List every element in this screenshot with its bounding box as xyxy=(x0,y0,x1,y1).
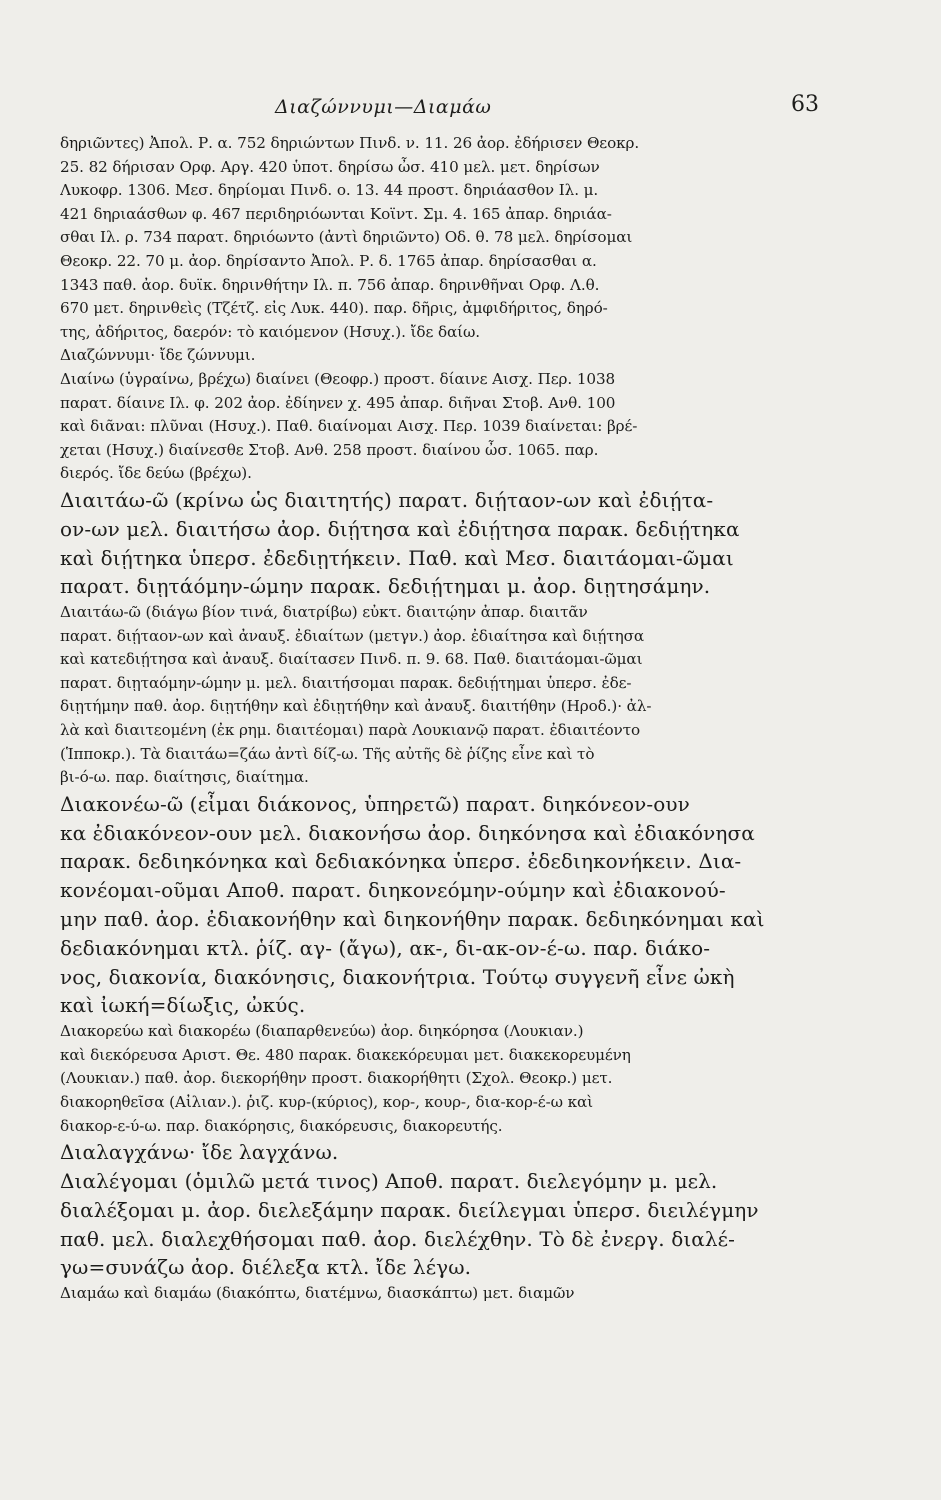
entry-line: ον-ων μελ. διαιτήσω ἀορ. διῄτησα καὶ ἐδιῄτησα παρακ. δεδιῄτηκα xyxy=(60,516,740,541)
entry-line: της, ἀδήριτος, δαερόν: τὸ καιόμενον (Ησυχ.). ἴδε δαίω. xyxy=(60,322,481,341)
entry-line: Διαλέγομαι (ὁμιλῶ μετά τινος) Αποθ. παρατ. διελεγόμην μ. μελ. xyxy=(60,1168,718,1193)
entry-line: βι-ό-ω. παρ. διαίτησις, διαίτημα. xyxy=(60,768,309,787)
entry-line: Διακορεύω καὶ διακορέω (διαπαρθενεύω) ἀορ. διηκόρησα (Λουκιαν.) xyxy=(60,1022,584,1041)
entry-line: Διαζώννυμι· ἴδε ζώννυμι. xyxy=(60,346,256,365)
entry-line: Διαιτάω-ῶ (κρίνω ὡς διαιτητής) παρατ. διῄταον-ων καὶ ἐδιῄτα- xyxy=(60,487,714,512)
entry-line: (Λουκιαν.) παθ. ἀορ. διεκορήθην προστ. διακορήθητι (Σχολ. Θεοκρ.) μετ. xyxy=(60,1069,613,1088)
entry-line: καὶ ἰωκή=δίωξις, ὠκύς. xyxy=(60,993,306,1018)
page-number: 63 xyxy=(791,92,819,117)
entry-line: καὶ κατεδιῄτησα καὶ ἀναυξ. διαίτασεν Πινδ. π. 9. 68. Παθ. διαιτάομαι-ῶμαι xyxy=(60,650,643,669)
entry-line: παθ. μελ. διαλεχθήσομαι παθ. ἀορ. διελέχθην. Τὸ δὲ ἐνεργ. διαλέ- xyxy=(60,1226,735,1251)
entry-line: μην παθ. ἀορ. ἐδιακονήθην καὶ διηκονήθην παρακ. δεδιηκόνημαι καὶ xyxy=(60,907,765,932)
entry-line: Διαλαγχάνω· ἴδε λαγχάνω. xyxy=(60,1140,339,1165)
entry-line: λὰ καὶ διαιτεομένη (ἐκ ρημ. διαιτέομαι) παρὰ Λουκιανῷ παρατ. ἐδιαιτέοντο xyxy=(60,721,641,740)
entry-line: διερός. ἴδε δεύω (βρέχω). xyxy=(60,464,252,483)
entry-line: Διαίνω (ὑγραίνω, βρέχω) διαίνει (Θεοφρ.) προστ. δίαινε Αισχ. Περ. 1038 xyxy=(60,369,616,388)
entry-diaitao-1 xyxy=(60,486,791,601)
entry-line: Λυκοφρ. 1306. Μεσ. δηρίομαι Πινδ. ο. 13. 44 προστ. δηριάασθον Ιλ. μ. xyxy=(60,181,599,200)
entry-line: παρατ. διῃταόμην-ώμην μ. μελ. διαιτήσομαι παρακ. δεδιῄτημαι ὑπερσ. ἐδε- xyxy=(60,673,632,692)
entry-line: κα ἐδιακόνεον-ουν μελ. διακονήσω ἀορ. διηκόνησα καὶ ἐδιακόνησα xyxy=(60,820,755,845)
entry-line: δηριῶντες) Ἀπολ. Ρ. α. 752 δηριώντων Πινδ. ν. 11. 26 ἀορ. ἐδήρισεν Θεοκρ. xyxy=(60,134,640,152)
entry-diaino xyxy=(60,368,791,486)
entry-line: διαλέξομαι μ. ἀορ. διελεξάμην παρακ. διείλεγμαι ὑπερσ. διειλέγμην xyxy=(60,1197,759,1222)
entry-line: παρακ. δεδιηκόνηκα καὶ δεδιακόνηκα ὑπερσ. ἐδεδιηκονήκειν. Δια- xyxy=(60,849,742,874)
entries-column xyxy=(60,132,791,1306)
entry-line: Διακονέω-ῶ (εἶμαι διάκονος, ὑπηρετῶ) παρατ. διηκόνεον-ουν xyxy=(60,791,690,816)
entry-line: δεδιακόνημαι κτλ. ῥίζ. αγ- (ἄγω), ακ-, δι-ακ-ον-έ-ω. παρ. διάκο- xyxy=(60,935,711,960)
entry-line: παρατ. διῄταον-ων καὶ ἀναυξ. ἐδιαίτων (μετγν.) ἀορ. ἐδιαίτησα καὶ διῄτησα xyxy=(60,626,645,645)
entry-line: καὶ διῄτηκα ὑπερσ. ἐδεδιῃτήκειν. Παθ. καὶ Μεσ. διαιτάομαι-ῶμαι xyxy=(60,545,734,570)
entry-line: Διαιτάω-ῶ (διάγω βίον τινά, διατρίβω) εὐκτ. διαιτῴην ἀπαρ. διαιτᾶν xyxy=(60,603,588,622)
entry-diaitao-2 xyxy=(60,601,791,790)
entry-line: γω=συνάζω ἀορ. διέλεξα κτλ. ἴδε λέγω. xyxy=(60,1255,472,1280)
entry-line: διακορηθεῖσα (Αἰλιαν.). ῥιζ. κυρ-(κύριος), κορ-, κουρ-, δια-κορ-έ-ω καὶ xyxy=(60,1093,594,1111)
entry-line: καὶ διεκόρευσα Αριστ. Θε. 480 παρακ. διακεκόρευμαι μετ. διακεκορευμένη xyxy=(60,1045,631,1064)
entry-line: 1343 παθ. ἀορ. δυϊκ. δηρινθήτην Ιλ. π. 756 ἀπαρ. δηρινθῆναι Ορφ. Λ.θ. xyxy=(60,275,600,294)
entry-diakoneo xyxy=(60,790,791,1020)
entry-line: σθαι Ιλ. ρ. 734 παρατ. δηριόωντο (ἀντὶ δηριῶντο) Οδ. θ. 78 μελ. δηρίσομαι xyxy=(60,228,633,247)
running-head xyxy=(60,92,819,132)
entry-line: νος, διακονία, διακόνησις, διακονήτρια. Τούτῳ συγγενῆ εἶνε ὠκὴ xyxy=(60,964,735,989)
entry-diazonnumi-tail xyxy=(60,132,791,344)
entry-line: 25. 82 δήρισαν Ορφ. Αργ. 420 ὑποτ. δηρίσω ὦσ. 410 μελ. μετ. δηρίσων xyxy=(60,157,600,176)
entry-line: 421 δηριαάσθων φ. 467 περιδηριόωνται Κοϊντ. Σμ. 4. 165 ἀπαρ. δηριάα- xyxy=(60,204,612,223)
entry-diazonnumi xyxy=(60,344,791,368)
entry-line: χεται (Ησυχ.) διαίνεσθε Στοβ. Ανθ. 258 προστ. διαίνου ὦσ. 1065. παρ. xyxy=(60,440,599,459)
entry-diakoreuo xyxy=(60,1020,791,1138)
entry-line: κονέομαι-οῦμαι Αποθ. παρατ. διηκονεόμην-ούμην καὶ ἐδιακονού- xyxy=(60,878,726,903)
entry-dialagchano xyxy=(60,1138,791,1167)
entry-line: 670 μετ. δηρινθεὶς (Τζέτζ. εἰς Λυκ. 440). παρ. δῆρις, ἀμφιδήριτος, δηρό- xyxy=(60,299,608,318)
entry-line: Θεοκρ. 22. 70 μ. ἀορ. δηρίσαντο Ἀπολ. Ρ. δ. 1765 ἀπαρ. δηρίσασθαι α. xyxy=(60,251,597,270)
entry-line: διακορ-ε-ύ-ω. παρ. διακόρησις, διακόρευσις, διακορευτής. xyxy=(60,1116,503,1135)
entry-line: παρατ. δίαινε Ιλ. φ. 202 ἀορ. ἐδίηνεν χ. 495 ἀπαρ. διῆναι Στοβ. Ανθ. 100 xyxy=(60,393,616,412)
entry-line: διῃτήμην παθ. ἀορ. διῃτήθην καὶ ἐδιῃτήθην καὶ ἀναυξ. διαιτήθην (Ηροδ.)· ἀλ- xyxy=(60,697,652,716)
entry-line: καὶ διᾶναι: πλῦναι (Ησυχ.). Παθ. διαίνομαι Αισχ. Περ. 1039 διαίνεται: βρέ- xyxy=(60,417,638,436)
running-head-title: Διαζώννυμι—Διαμάω xyxy=(275,96,492,118)
entry-diamao xyxy=(60,1282,791,1306)
entry-line: παρατ. διῃτάόμην-ώμην παρακ. δεδιῄτημαι μ. ἀορ. διῃτησάμην. xyxy=(60,574,711,599)
entry-line: Διαμάω καὶ διαμάω (διακόπτω, διατέμνω, διασκάπτω) μετ. διαμῶν xyxy=(60,1284,575,1303)
entry-line: (Ἱπποκρ.). Τὰ διαιτάω=ζάω ἀντὶ δίζ-ω. Τῆς αὐτῆς δὲ ῥίζης εἶνε καὶ τὸ xyxy=(60,744,595,763)
entry-dialegomai xyxy=(60,1167,791,1282)
